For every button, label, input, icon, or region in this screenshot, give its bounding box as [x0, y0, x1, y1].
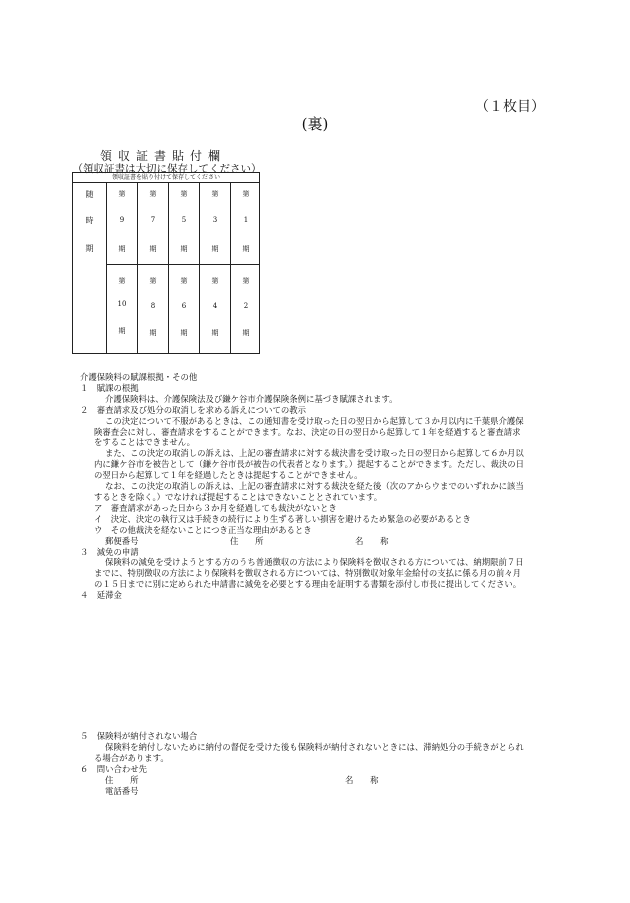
section-2-text: なお、この決定の取消しの訴えは、上記の審査請求に対する裁決を経た後（次のアからウまでのいずれかに該当: [105, 481, 524, 492]
section-3-title: ３ 減免の申請: [80, 546, 139, 557]
section-1-title: １ 賦課の根拠: [80, 382, 139, 393]
section-heading: 介護保険料の賦課根拠・その他: [80, 372, 198, 382]
section-2-title: ２ 審査請求及び処分の取消しを求める訴えについての教示: [80, 404, 306, 415]
period-cell-10: 第 10 期: [117, 277, 127, 335]
section-2-text: をすることはできません。: [94, 437, 196, 448]
period-cell-1: 第 1 期: [242, 190, 250, 253]
section-3-text: までに、特別徴収の方法により保険料を徴収される方については、特別徴収対象年金給付の支払に係る月の前々月: [94, 568, 521, 579]
section-5-text: る場合があります。: [94, 752, 169, 763]
section-4-title: ４ 延滞金: [80, 590, 122, 601]
section-6-title: ６ 問い合わせ先: [80, 763, 147, 774]
section-2-text: の翌日から起算して１年を経過したときは提起することができません。: [94, 470, 363, 481]
inquiry-phone-label: 電話番号: [105, 785, 139, 796]
postal-code-label: 郵便番号: [105, 535, 139, 546]
section-2-text: 内に鎌ケ谷市を被告として（鎌ケ谷市長が被告の代表者となります。）提起することができます。ただし、裁決の日: [94, 459, 524, 470]
section-2-text: 険審査会に対し、審査請求をすることができます。なお、決定の日の翌日から起算して１年を経過すると審査請求: [94, 426, 521, 437]
period-cell-4: 第 4 期: [211, 277, 219, 337]
period-cell-9: 第 9 期: [118, 190, 126, 253]
exception-i: イ 決定、決定の執行又は手続きの続行により生ずる著しい損害を避けるため緊急の必要があるとき: [94, 513, 471, 524]
period-cell-6: 第 6 期: [180, 277, 188, 337]
section-3-text: 保険料の減免を受けようとする方のうち普通徴収の方法により保険料を徴収される方については、納期限前７日: [105, 557, 524, 568]
section-1-text: 介護保険料は、介護保険法及び鎌ケ谷市介護保険条例に基づき賦課されます。: [105, 393, 398, 404]
period-cell-8: 第 8 期: [149, 277, 157, 337]
receipt-stamp-table: [72, 172, 260, 354]
exception-a: ア 審査請求があった日から３か月を経過しても裁決がないとき: [94, 502, 337, 513]
notice-body: [80, 372, 560, 796]
reverse-side-label: (裏): [301, 115, 329, 133]
page-number: （１枚目）: [475, 99, 545, 115]
section-2-text: また、この決定の取消しの訴えは、上記の審査請求に対する裁決書を受け取った日の翌日から起算して６か月以: [105, 448, 524, 459]
section-2-text: するときを除く。）でなければ提起することはできないこととされています。: [94, 491, 383, 502]
period-cell-3: 第 3 期: [211, 190, 219, 253]
section-5-title: ５ 保険料が納付されない場合: [80, 731, 198, 742]
name-label: 名 称: [355, 535, 389, 546]
section-5-text: 保険料を納付しないために納付の督促を受けた後も保険料が納付されないときには、滞納処分の手続きがとられ: [105, 741, 524, 752]
period-cell-7: 第 7 期: [149, 190, 157, 253]
inquiry-name-label: 名 称: [345, 774, 379, 785]
period-cell-5: 第 5 期: [180, 190, 188, 253]
inquiry-contact-row: [80, 775, 560, 786]
receipt-note: 領収証書を貼り付けて保存してください: [73, 173, 259, 183]
receipt-area-title: 領収証書貼付欄: [99, 149, 226, 163]
period-cell-2: 第 2 期: [242, 277, 250, 337]
exception-u: ウ その他裁決を経ないことにつき正当な理由があるとき: [94, 524, 312, 535]
defendant-contact-row: [80, 536, 560, 547]
section-2-text: この決定について不服があるときは、この通知書を受け取った日の翌日から起算して３か月以内に千葉県介護保: [105, 415, 524, 426]
receipt-area-subtitle: （領収証書は大切に保存してください）: [72, 163, 262, 175]
side-label-ad-hoc: 随 時 期: [85, 190, 94, 253]
address-label: 住 所: [230, 535, 264, 546]
inquiry-address-label: 住 所: [105, 774, 139, 785]
section-3-text: の１５日までに別に定められた申請書に減免を必要とする理由を証明する書類を添付し市長に提出してください。: [94, 579, 522, 590]
